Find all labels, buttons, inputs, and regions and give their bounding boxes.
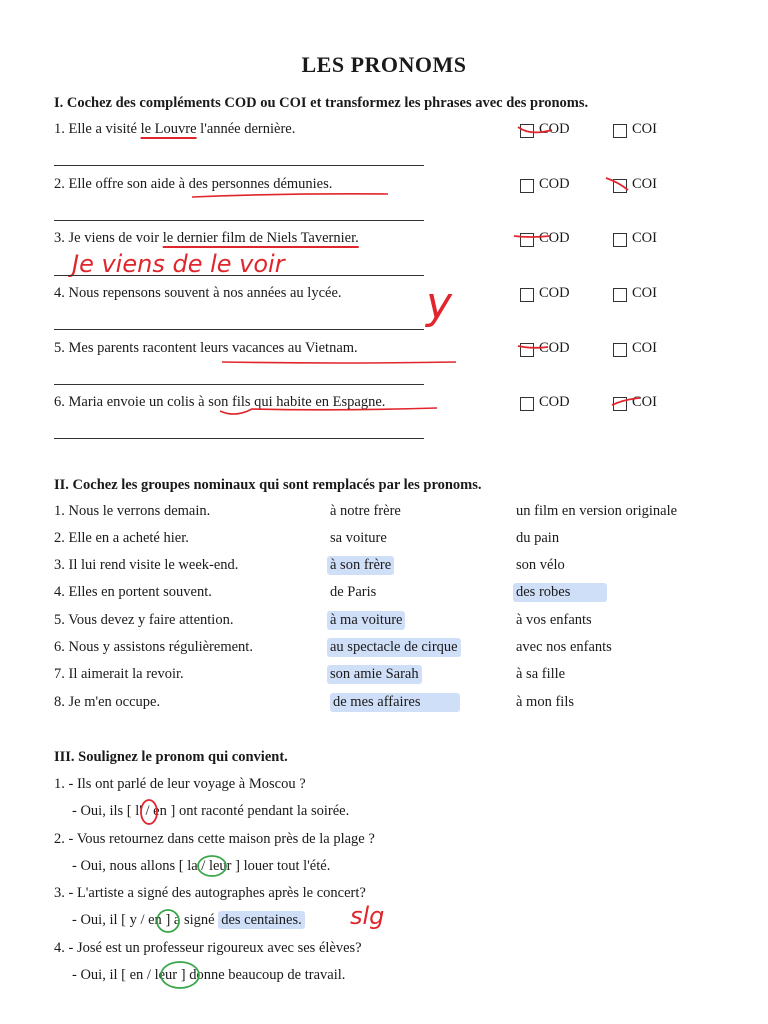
s3-a4: - Oui, il [ en / leur ] donne beaucoup de travail.: [72, 967, 346, 983]
s1-item-6-coi-checkbox[interactable]: [613, 397, 627, 411]
s1-item-4-coi-label: COI: [632, 285, 657, 301]
s2-row-2-option-b[interactable]: du pain: [516, 530, 560, 546]
s2-row-4-option-b[interactable]: des robes: [513, 583, 607, 602]
s1-item-6: 6. Maria envoie un colis à son fils qui habite en Espagne.: [54, 394, 386, 410]
s3-a4-option-1[interactable]: en: [129, 967, 144, 983]
s2-row-1-sentence: 1. Nous le verrons demain.: [54, 503, 211, 519]
s1-item-5-answer-line[interactable]: [54, 384, 424, 385]
s3-a3-option-2[interactable]: en: [148, 912, 162, 928]
s1-item-2-coi-checkbox[interactable]: [613, 179, 627, 193]
s3-q2: 2. - Vous retournez dans cette maison près de la plage ?: [54, 831, 375, 847]
s3-q3: 3. - L'artiste a signé des autographes après le concert?: [54, 885, 366, 901]
red-underline-5: [222, 362, 456, 363]
s2-row-7-option-b[interactable]: à sa fille: [516, 666, 566, 682]
s3-a1: - Oui, ils [ l' / en ] ont raconté pendant la soirée.: [72, 803, 350, 819]
s1-item-3-coi-checkbox[interactable]: [613, 233, 627, 247]
s2-row-5-option-b[interactable]: à vos enfants: [516, 612, 592, 628]
s2-row-7-sentence: 7. Il aimerait la revoir.: [54, 666, 184, 682]
s1-item-5-coi-checkbox[interactable]: [613, 343, 627, 357]
s1-item-1-cod-checkbox[interactable]: [520, 124, 534, 138]
s2-row-5-option-a[interactable]: à ma voiture: [327, 611, 405, 630]
s2-row-3-option-a[interactable]: à son frère: [327, 556, 394, 575]
s3-a3-highlight: des centaines.: [218, 911, 305, 929]
s2-row-4-sentence: 4. Elles en portent souvent.: [54, 584, 212, 600]
s1-item-6-answer-line[interactable]: [54, 438, 424, 439]
s3-a1-option-2[interactable]: en: [153, 803, 167, 819]
s1-item-4-cod-checkbox[interactable]: [520, 288, 534, 302]
section1-heading: I. Cochez des compléments COD ou COI et transformez les phrases avec des pronoms.: [54, 95, 589, 111]
s1-item-5-cod-checkbox[interactable]: [520, 343, 534, 357]
s2-row-8-option-a[interactable]: de mes affaires: [330, 693, 460, 712]
s1-item-1-cod-label: COD: [539, 121, 570, 137]
s1-item-4: 4. Nous repensons souvent à nos années au lycée.: [54, 285, 342, 301]
s2-row-8-sentence: 8. Je m'en occupe.: [54, 694, 161, 710]
s1-item-2-cod-checkbox[interactable]: [520, 179, 534, 193]
s2-row-8-option-b[interactable]: à mon fils: [516, 694, 574, 710]
s1-item-2-coi-label: COI: [632, 176, 657, 192]
s2-row-7-option-a[interactable]: son amie Sarah: [327, 665, 422, 684]
s1-item-6-cod-checkbox[interactable]: [520, 397, 534, 411]
s1-item-5: 5. Mes parents racontent leurs vacances au Vietnam.: [54, 340, 358, 356]
s2-row-4-option-a[interactable]: de Paris: [330, 584, 377, 600]
s1-item-2-answer-line[interactable]: [54, 220, 424, 221]
s1-item-4-cod-label: COD: [539, 285, 570, 301]
s2-row-1-option-a[interactable]: à notre frère: [330, 503, 401, 519]
s1-item-1-coi-label: COI: [632, 121, 657, 137]
s3-a1-option-1[interactable]: l': [135, 803, 142, 819]
s2-row-1-option-b[interactable]: un film en version originale: [516, 503, 678, 519]
s2-row-5-sentence: 5. Vous devez y faire attention.: [54, 612, 234, 628]
page-title: LES PRONOMS: [301, 52, 467, 77]
s1-item-6-coi-label: COI: [632, 394, 657, 410]
s3-a2-option-2[interactable]: leur: [208, 858, 232, 874]
s1-item-1-answer-line[interactable]: [54, 165, 424, 166]
s3-q1: 1. - Ils ont parlé de leur voyage à Moscou ?: [54, 776, 306, 792]
s2-row-3-sentence: 3. Il lui rend visite le week-end.: [54, 557, 239, 573]
s2-row-3-option-b[interactable]: son vélo: [516, 557, 565, 573]
s1-item-1: 1. Elle a visité le Louvre l'année dernière.: [54, 121, 296, 137]
s3-a3-handwritten-note: slg: [350, 902, 385, 930]
s1-item-2: 2. Elle offre son aide à des personnes démunies.: [54, 176, 333, 192]
s3-a3: - Oui, il [ y / en ] a signé des centaines.: [72, 912, 305, 929]
s1-item-4-coi-checkbox[interactable]: [613, 288, 627, 302]
s3-q4: 4. - José est un professeur rigoureux avec ses élèves?: [54, 940, 362, 956]
s1-item-3-answer-line[interactable]: [54, 275, 424, 276]
s1-item-4-answer-line[interactable]: [54, 329, 424, 330]
section3-heading: III. Soulignez le pronom qui convient.: [54, 749, 288, 765]
section2-heading: II. Cochez les groupes nominaux qui sont remplacés par les pronoms.: [54, 477, 482, 493]
s1-item-3-cod-label: COD: [539, 230, 570, 246]
s1-item-3-handwritten-answer: Je viens de le voir: [72, 250, 285, 278]
s3-a3-option-1[interactable]: y: [129, 912, 137, 928]
s1-item-3: 3. Je viens de voir le dernier film de Niels Tavernier.: [54, 230, 359, 246]
s2-row-6-option-a[interactable]: au spectacle de cirque: [327, 638, 461, 657]
s2-row-6-option-b[interactable]: avec nos enfants: [516, 639, 612, 655]
s1-item-6-cod-label: COD: [539, 394, 570, 410]
s1-item-3-coi-label: COI: [632, 230, 657, 246]
s1-item-1-coi-checkbox[interactable]: [613, 124, 627, 138]
s1-item-5-cod-label: COD: [539, 340, 570, 356]
s2-row-2-option-a[interactable]: sa voiture: [330, 530, 387, 546]
s1-item-4-handwritten-answer: y: [426, 278, 453, 329]
s1-item-3-cod-checkbox[interactable]: [520, 233, 534, 247]
s1-item-2-cod-label: COD: [539, 176, 570, 192]
s2-row-6-sentence: 6. Nous y assistons régulièrement.: [54, 639, 253, 655]
s3-a2-option-1[interactable]: la: [187, 858, 198, 874]
s2-row-2-sentence: 2. Elle en a acheté hier.: [54, 530, 189, 546]
s3-a2: - Oui, nous allons [ la / leur ] louer tout l'été.: [72, 858, 331, 874]
s1-item-5-coi-label: COI: [632, 340, 657, 356]
s3-a4-option-2[interactable]: leur: [154, 967, 178, 983]
red-underline-2: [192, 194, 388, 197]
